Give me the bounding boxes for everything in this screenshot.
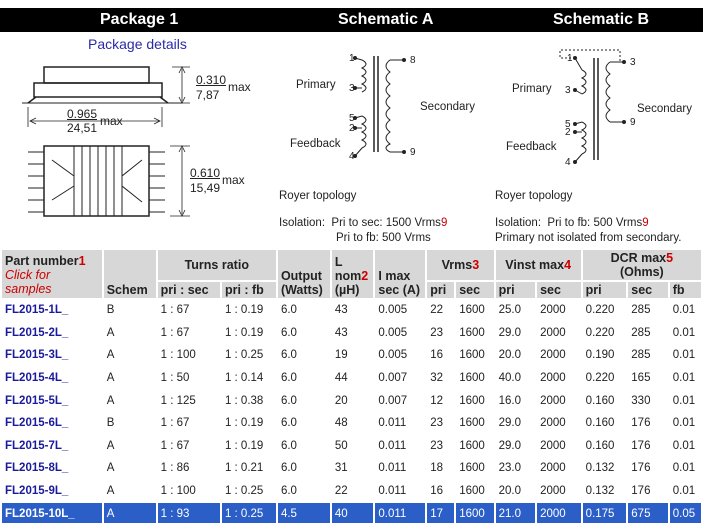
cell-schem: A [106,349,115,362]
cell-turns-pri-fb: 1 : 0.19 [224,326,264,339]
part-number-link[interactable]: FL2015-2L_ [5,326,69,339]
table-row[interactable] [2,300,701,321]
header-turns-ratio: Turns ratio [158,250,276,280]
cell-vrms-pri: 18 [430,462,444,475]
cell-dcr-fb: 0.01 [672,394,696,407]
cell-turns-pri-fb: 1 : 0.19 [224,304,264,317]
cell-vinst-pri: 29.0 [498,326,521,339]
cell-turns-pri-sec: 1 : 100 [160,485,196,498]
cell-turns-pri-sec: 1 : 50 [160,372,190,385]
cell-output: 6.0 [280,304,297,317]
schem-b-primary-label: Primary [512,83,552,95]
cell-lnom: 20 [334,394,348,407]
cell-output: 6.0 [280,394,297,407]
cell-vrms-sec: 1600 [459,439,485,452]
cell-turns-pri-sec: 1 : 100 [160,349,196,362]
cell-vinst-sec: 2000 [540,462,566,475]
cell-dcr-fb: 0.01 [672,304,696,317]
caption-b-topology: Royer topology [495,190,573,202]
height-in: 0.310 [196,73,227,87]
cell-schem: A [106,462,115,475]
cell-turns-pri-sec: 1 : 86 [160,462,190,475]
cell-schem: B [106,304,115,317]
cell-output: 6.0 [280,349,297,362]
cell-dcr-sec: 285 [631,326,651,339]
cell-dcr-pri: 0.132 [585,462,615,475]
schem-a-pin-8: 8 [410,55,416,66]
caption-b-isolation: Isolation: Pri to fb: 500 Vrms9 [495,217,649,229]
cell-dcr-fb: 0.01 [672,439,696,452]
cell-turns-pri-fb: 1 : 0.25 [224,349,264,362]
cell-vinst-pri: 29.0 [498,439,521,452]
cell-lnom: 50 [334,439,348,452]
header-vinst-pri: pri [496,282,535,298]
cell-dcr-fb: 0.01 [672,462,696,475]
cell-output: 6.0 [280,417,297,430]
cell-vinst-sec: 2000 [540,439,566,452]
schem-b-pin-3-sec: 3 [630,57,636,68]
table-row-selected[interactable] [2,503,701,523]
cell-dcr-pri: 0.190 [585,349,615,362]
cell-dcr-sec: 675 [628,503,667,523]
schem-a-feedback-label: Feedback [290,138,341,150]
schem-b-pin-9: 9 [630,117,636,128]
schematic-b-heading: Schematic B [553,11,650,28]
header-vrms-pri: pri [427,282,454,298]
part-number-link[interactable]: FL2015-10L_ [2,503,102,523]
cell-lnom: 43 [334,326,348,339]
header-turns-pri-sec: pri : sec [158,282,220,298]
cell-dcr-sec: 176 [631,485,651,498]
cell-vrms-pri: 12 [430,394,444,407]
schem-b-pin-2: 2 [565,127,571,138]
package-side-view [22,55,262,135]
cell-imax: 0.007 [378,394,408,407]
cell-vinst-sec: 2000 [540,485,566,498]
cell-imax: 0.011 [375,503,425,523]
cell-turns-pri-fb: 1 : 0.21 [224,462,264,475]
cell-dcr-pri: 0.160 [585,439,615,452]
cell-schem: A [106,326,115,339]
schem-a-pin-4: 4 [349,151,355,162]
caption-a-topology: Royer topology [279,190,357,202]
cell-dcr-pri: 0.220 [585,304,615,317]
part-number-link[interactable]: FL2015-5L_ [5,394,69,407]
header-vrms-sec: sec [456,282,493,298]
cell-dcr-fb: 0.01 [672,485,696,498]
cell-lnom: 40 [332,503,374,523]
part-number-link[interactable]: FL2015-6L_ [5,417,69,430]
table-row[interactable] [2,323,701,344]
cell-dcr-pri: 0.220 [585,372,615,385]
cell-vinst-sec: 2000 [540,417,566,430]
caption-b-isolation-2: Primary not isolated from secondary. [495,232,682,244]
part-number-link[interactable]: FL2015-1L_ [5,304,69,317]
cell-schem: A [106,372,115,385]
table-row[interactable] [2,390,701,411]
cell-vinst-sec: 2000 [540,326,566,339]
cell-imax: 0.011 [378,439,407,452]
cell-schem: A [106,485,115,498]
cell-vinst-pri: 20.0 [498,349,521,362]
cell-turns-pri-sec: 1 : 67 [160,439,190,452]
table-row[interactable] [2,368,701,389]
schem-b-feedback-label: Feedback [506,141,557,153]
schem-a-primary-label: Primary [296,79,336,91]
cell-vrms-pri: 22 [430,304,444,317]
cell-lnom: 31 [334,462,348,475]
header-vrms: Vrms3 [427,250,493,280]
part-number-link[interactable]: FL2015-8L_ [5,462,69,475]
cell-imax: 0.011 [378,462,407,475]
cell-vrms-pri: 23 [430,439,444,452]
cell-schem: B [106,417,115,430]
cell-vinst-pri: 20.0 [498,485,521,498]
cell-vrms-sec: 1600 [459,326,485,339]
cell-vrms-pri: 23 [430,417,444,430]
cell-turns-pri-fb: 1 : 0.19 [224,417,264,430]
schem-a-pin-3: 3 [349,83,355,94]
cell-dcr-fb: 0.05 [670,503,701,523]
height-mm: 7,87 [196,88,220,102]
cell-lnom: 44 [334,372,348,385]
cell-turns-pri-fb: 1 : 0.25 [222,503,276,523]
cell-dcr-sec: 176 [631,417,651,430]
schem-b-pin-3: 3 [565,85,571,96]
cell-turns-pri-fb: 1 : 0.25 [224,485,264,498]
length-mm: 24,51 [67,121,98,135]
package-heading: Package 1 [100,11,179,28]
table-row[interactable] [2,458,701,479]
cell-vinst-sec: 2000 [540,394,566,407]
spec-table [0,248,703,523]
cell-imax: 0.007 [378,372,408,385]
schem-a-pin-9: 9 [410,147,416,158]
header-dcr-fb: fb [670,282,701,298]
table-row[interactable] [2,345,701,366]
cell-dcr-pri: 0.220 [585,326,615,339]
cell-dcr-sec: 165 [631,372,651,385]
cell-vrms-pri: 17 [427,503,454,523]
cell-vinst-pri: 40.0 [498,372,521,385]
schem-a-secondary-label: Secondary [420,101,475,113]
cell-turns-pri-fb: 1 : 0.19 [224,439,264,452]
header-turns-pri-fb: pri : fb [222,282,276,298]
width-max: max [222,173,245,187]
caption-a-isolation-2: Pri to fb: 500 Vrms [336,232,431,244]
cell-lnom: 19 [334,349,348,362]
cell-dcr-pri: 0.160 [585,394,615,407]
cell-vrms-pri: 23 [430,326,444,339]
cell-lnom: 48 [334,417,348,430]
cell-output: 6.0 [280,462,297,475]
header-lnom: L nom2 (µH) [332,250,374,298]
header-dcr: DCR max5 (Ohms) [583,250,701,280]
cell-lnom: 43 [334,304,348,317]
cell-vrms-sec: 1600 [459,372,485,385]
header-part-number: Part number1 Click for samples [2,250,102,298]
cell-vinst-pri: 16.0 [498,394,521,407]
cell-vinst-pri: 23.0 [498,462,521,475]
width-in: 0.610 [190,166,221,180]
cell-turns-pri-sec: 1 : 125 [160,394,196,407]
cell-schem: A [104,503,156,523]
caption-a-isolation: Isolation: Pri to sec: 1500 Vrms9 [279,217,448,229]
schem-b-pin-1: 1 [567,53,573,64]
part-number-link[interactable]: FL2015-3L_ [5,349,69,362]
cell-vrms-sec: 1600 [459,304,485,317]
cell-turns-pri-fb: 1 : 0.14 [224,372,264,385]
cell-dcr-pri: 0.132 [585,485,615,498]
cell-dcr-sec: 330 [631,394,651,407]
table-row[interactable] [2,436,701,457]
cell-vrms-pri: 16 [430,349,444,362]
cell-vrms-sec: 1600 [459,417,485,430]
header-dcr-pri: pri [583,282,627,298]
cell-dcr-fb: 0.01 [672,326,696,339]
cell-vrms-sec: 1600 [459,462,485,475]
cell-turns-pri-sec: 1 : 93 [158,503,220,523]
cell-imax: 0.005 [378,304,408,317]
cell-vrms-pri: 32 [430,372,444,385]
cell-dcr-sec: 176 [631,439,651,452]
cell-schem: A [106,394,115,407]
cell-dcr-pri: 0.175 [583,503,627,523]
schematic-a-heading: Schematic A [338,11,434,28]
header-vinst: Vinst max4 [496,250,581,280]
cell-output: 6.0 [280,326,297,339]
cell-vinst-pri: 29.0 [498,417,521,430]
cell-output: 6.0 [280,439,297,452]
cell-turns-pri-sec: 1 : 67 [160,304,190,317]
header-output: Output (Watts) [278,250,330,298]
cell-dcr-fb: 0.01 [672,372,696,385]
cell-vrms-sec: 1600 [459,349,485,362]
header-vinst-sec: sec [537,282,581,298]
table-row[interactable] [2,413,701,434]
package-details-link[interactable]: Package details [88,36,187,52]
part-number-link[interactable]: FL2015-7L_ [5,439,69,452]
schem-a-pin-1: 1 [349,53,355,64]
cell-vinst-sec: 2000 [540,372,566,385]
click-for-samples[interactable]: Click for samples [5,268,52,296]
length-max: max [100,114,123,128]
cell-output: 6.0 [280,485,297,498]
header-dcr-sec: sec [628,282,667,298]
cell-imax: 0.011 [378,485,407,498]
cell-schem: A [106,439,115,452]
schem-a-pin-2: 2 [349,123,355,134]
cell-vinst-sec: 2000 [540,349,566,362]
header-imax: I max sec (A) [375,250,425,298]
height-max: max [228,80,251,94]
cell-vinst-sec: 2000 [540,304,566,317]
schem-b-secondary-label: Secondary [637,103,692,115]
cell-turns-pri-sec: 1 : 67 [160,326,190,339]
cell-lnom: 22 [334,485,348,498]
cell-imax: 0.005 [378,349,408,362]
header-bar [0,8,703,32]
cell-vinst-sec: 2000 [537,503,581,523]
width-mm: 15,49 [190,181,221,195]
cell-imax: 0.011 [378,417,407,430]
cell-output: 4.5 [278,503,330,523]
cell-vinst-pri: 25.0 [498,304,521,317]
cell-dcr-fb: 0.01 [672,417,696,430]
cell-turns-pri-fb: 1 : 0.38 [224,394,264,407]
cell-vrms-sec: 1600 [456,503,493,523]
part-number-link[interactable]: FL2015-4L_ [5,372,69,385]
cell-output: 6.0 [280,372,297,385]
cell-dcr-pri: 0.160 [585,417,615,430]
cell-dcr-sec: 285 [631,304,651,317]
cell-dcr-fb: 0.01 [672,349,696,362]
schem-b-pin-5: 5 [565,119,571,130]
cell-dcr-sec: 176 [631,462,651,475]
cell-vrms-sec: 1600 [459,394,485,407]
cell-vrms-pri: 16 [430,485,444,498]
cell-vinst-pri: 21.0 [496,503,535,523]
part-number-link[interactable]: FL2015-9L_ [5,485,69,498]
cell-turns-pri-sec: 1 : 67 [160,417,190,430]
length-in: 0.965 [67,107,98,121]
cell-imax: 0.005 [378,326,408,339]
cell-vrms-sec: 1600 [459,485,485,498]
schem-a-pin-5: 5 [349,113,355,124]
header-schem: Schem [104,250,156,298]
schem-b-pin-4: 4 [565,157,571,168]
cell-dcr-sec: 285 [631,349,651,362]
table-row[interactable] [2,481,701,502]
